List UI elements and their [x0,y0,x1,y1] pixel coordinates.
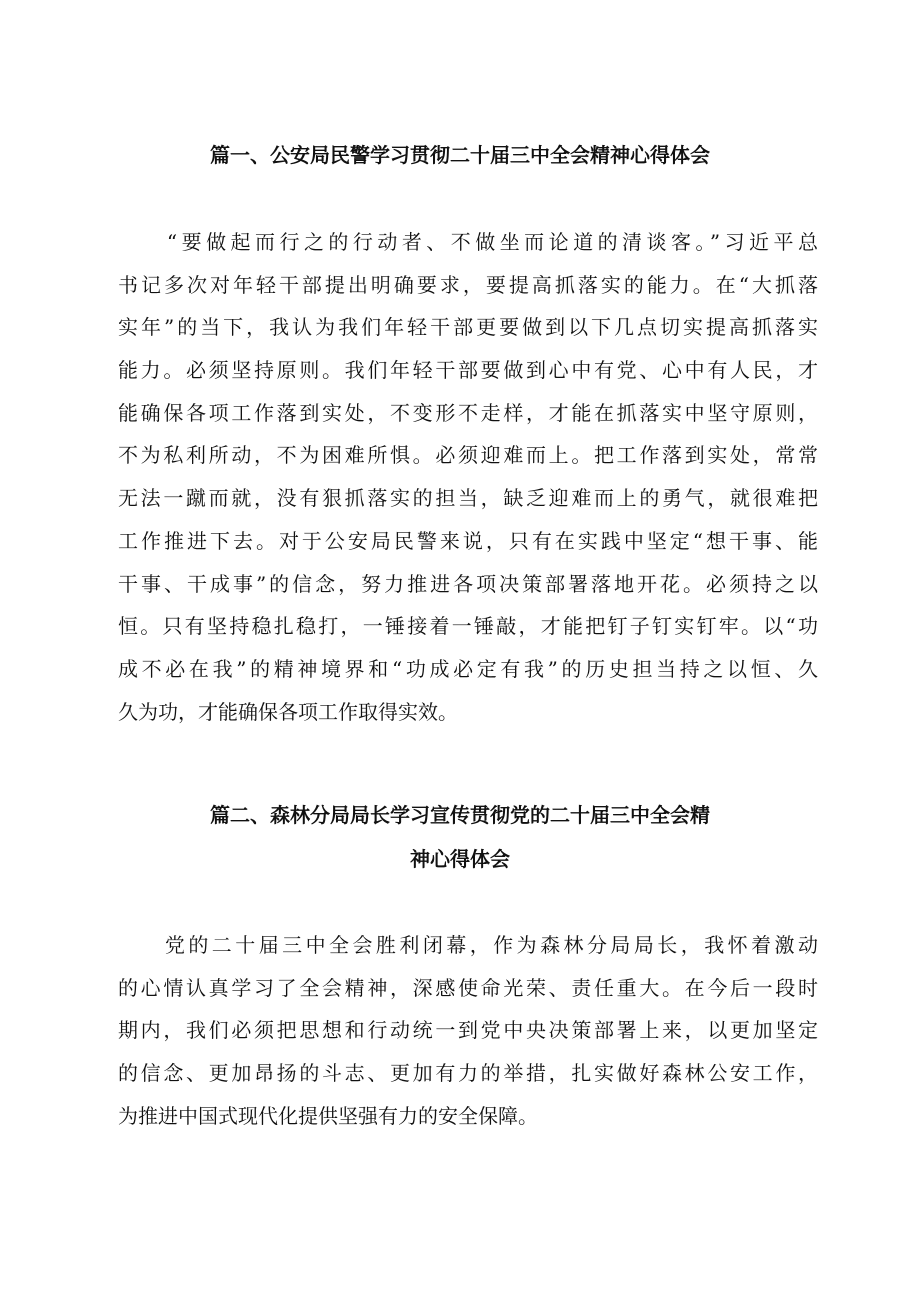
paragraph-line: 不为私利所动，不为困难所惧。必须迎难而上。把工作落到实处，常常 [118,443,818,468]
paragraph-line: 党的二十届三中全会胜利闭幕，作为森林分局局长，我怀着激动 [118,933,818,957]
paragraph-line: 为推进中国式现代化提供坚强有力的安全保障。 [118,1103,538,1128]
paragraph-line: 干事、干成事”的信念，努力推进各项决策部署落地开花。必须持之以 [118,571,818,596]
paragraph-line: 能力。必须坚持原则。我们年轻干部要做到心中有党、心中有人民，才 [118,358,818,383]
section-1-paragraph [118,221,818,733]
section-1-title-text: 篇一、公安局民警学习贯彻二十届三中全会精神心得体会 [210,143,710,167]
paragraph-line: 期内，我们必须把思想和行动统一到党中央决策部署上来，以更加坚定 [118,1018,818,1043]
paragraph-line: 的心情认真学习了全会精神，深感使命光荣、责任重大。在今后一段时 [118,975,818,1000]
paragraph-line: 恒。只有坚持稳扎稳打，一锤接着一锤敲，才能把钉子钉实钉牢。以“功 [118,614,818,639]
paragraph-line: “要做起而行之的行动者、不做坐而论道的清谈客。”习近平总 [118,230,818,254]
section-2-paragraph [118,924,818,1137]
paragraph-line: 实年”的当下，我认为我们年轻干部更要做到以下几点切实提高抓落实 [118,315,818,340]
paragraph-line: 成不必在我”的精神境界和“功成必定有我”的历史担当持之以恒、久 [118,656,818,681]
paragraph-line: 书记多次对年轻干部提出明确要求，要提高抓落实的能力。在“大抓落 [118,272,818,297]
section-1-title [90,133,830,177]
paragraph-line: 无法一蹴而就，没有狠抓落实的担当，缺乏迎难而上的勇气，就很难把 [118,486,818,511]
section-2-title [90,793,830,881]
section-2-title-line: 神心得体会 [410,847,510,871]
paragraph-line: 工作推进下去。对于公安局民警来说，只有在实践中坚定“想干事、能 [118,528,818,553]
section-2-title-line: 篇二、森林分局局长学习宣传贯彻党的二十届三中全会精 [210,803,710,827]
paragraph-line: 的信念、更加昂扬的斗志、更加有力的举措，扎实做好森林公安工作， [118,1061,818,1086]
paragraph-line: 能确保各项工作落到实处，不变形不走样，才能在抓落实中坚守原则， [118,400,818,425]
paragraph-line: 久为功，才能确保各项工作取得实效。 [118,699,458,724]
